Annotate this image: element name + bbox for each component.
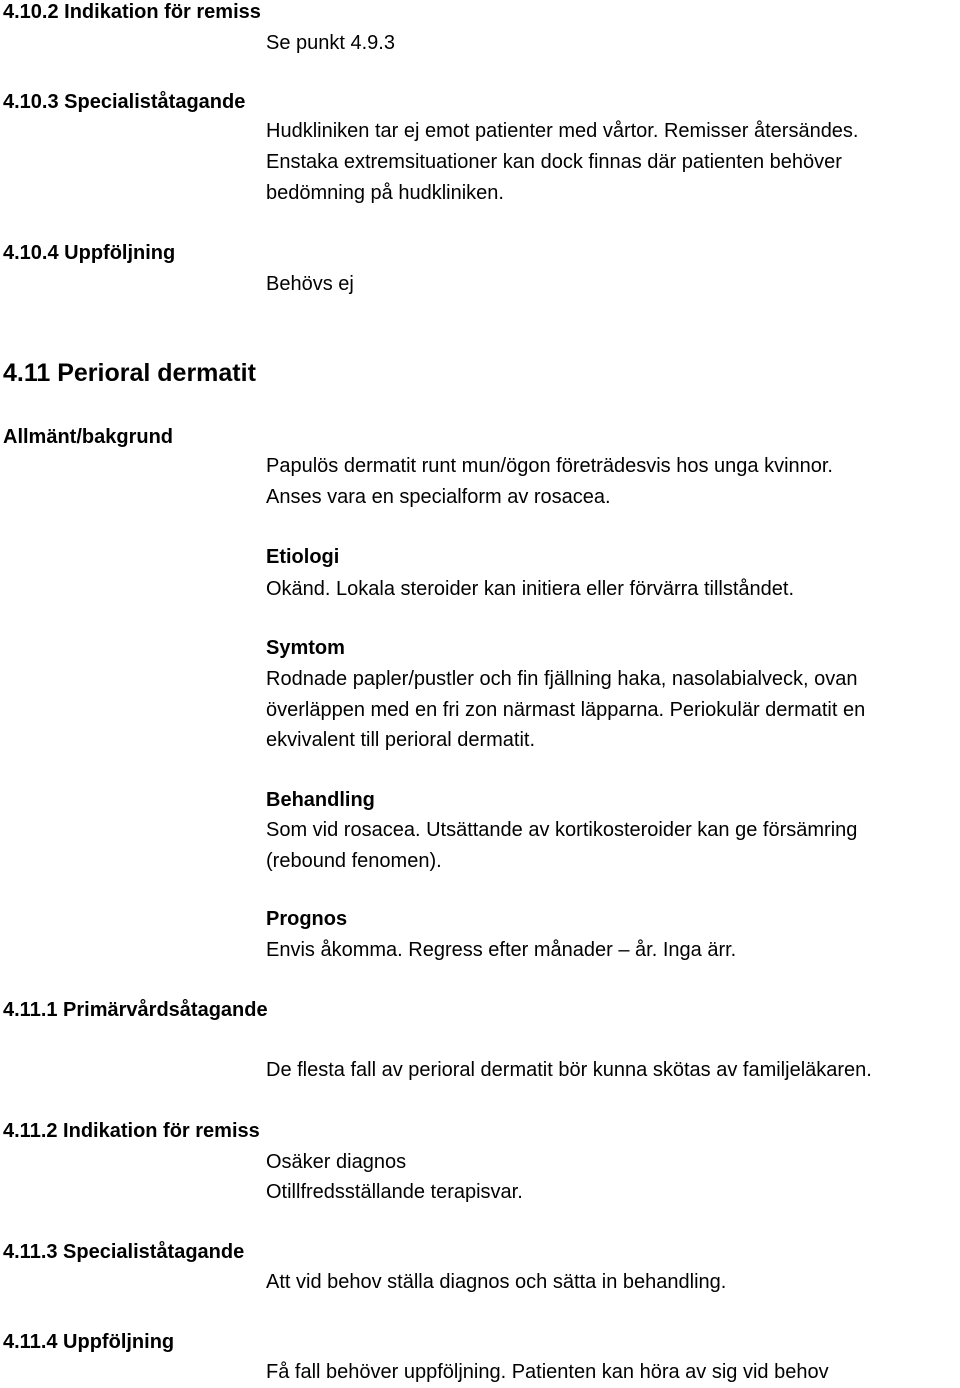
text-4-10-3-line-2: Enstaka extremsituationer kan dock finnas där patienten behöver <box>266 151 842 173</box>
behandling-label: Behandling <box>266 789 375 811</box>
prognos-label: Prognos <box>266 908 348 930</box>
heading-4-10-4: 4.10.4 Uppföljning <box>3 242 176 264</box>
text-4-10-4: Behövs ej <box>266 273 354 295</box>
heading-4-10-3: 4.10.3 Specialiståtagande <box>3 91 246 113</box>
symtom-label: Symtom <box>266 637 345 659</box>
etiologi-label: Etiologi <box>266 546 340 568</box>
general-label: Allmänt/bakgrund <box>3 426 174 448</box>
behandling-text-line-2: (rebound fenomen). <box>266 850 442 872</box>
heading-4-11-3: 4.11.3 Specialiståtagande <box>3 1241 245 1263</box>
text-4-11-3: Att vid behov ställa diagnos och sätta in behandling. <box>266 1271 727 1293</box>
heading-4-11-1: 4.11.1 Primärvårdsåtagande <box>3 999 268 1021</box>
symtom-text-line-3: ekvivalent till perioral dermatit. <box>266 729 535 751</box>
general-text-line-1: Papulös dermatit runt mun/ögon företrädesvis hos unga kvinnor. <box>266 455 833 477</box>
text-4-11-2-line-1: Osäker diagnos <box>266 1151 407 1173</box>
heading-4-10-2: 4.10.2 Indikation för remiss <box>3 1 261 23</box>
text-4-11-1: De flesta fall av perioral dermatit bör kunna skötas av familjeläkaren. <box>266 1059 872 1081</box>
heading-4-11-4: 4.11.4 Uppföljning <box>3 1331 175 1353</box>
text-4-10-2: Se punkt 4.9.3 <box>266 32 395 54</box>
symtom-text-line-2: överläppen med en fri zon närmast läpparna. Periokulär dermatit en <box>266 699 866 721</box>
general-text-line-2: Anses vara en specialform av rosacea. <box>266 486 611 508</box>
text-4-11-4: Få fall behöver uppföljning. Patienten kan höra av sig vid behov <box>266 1361 829 1383</box>
behandling-text-line-1: Som vid rosacea. Utsättande av kortikosteroider kan ge försämring <box>266 819 858 841</box>
heading-4-11-2: 4.11.2 Indikation för remiss <box>3 1120 260 1142</box>
text-4-10-3-line-3: bedömning på hudkliniken. <box>266 182 504 204</box>
text-4-10-3-line-1: Hudkliniken tar ej emot patienter med vårtor. Remisser återsändes. <box>266 120 859 142</box>
symtom-text-line-1: Rodnade papler/pustler och fin fjällning haka, nasolabialveck, ovan <box>266 668 858 690</box>
text-4-11-2-line-2: Otillfredsställande terapisvar. <box>266 1181 523 1203</box>
etiologi-text: Okänd. Lokala steroider kan initiera eller förvärra tillståndet. <box>266 578 795 600</box>
prognos-text: Envis åkomma. Regress efter månader – år. Inga ärr. <box>266 939 737 961</box>
section-title-4-11: 4.11 Perioral dermatit <box>3 359 256 387</box>
